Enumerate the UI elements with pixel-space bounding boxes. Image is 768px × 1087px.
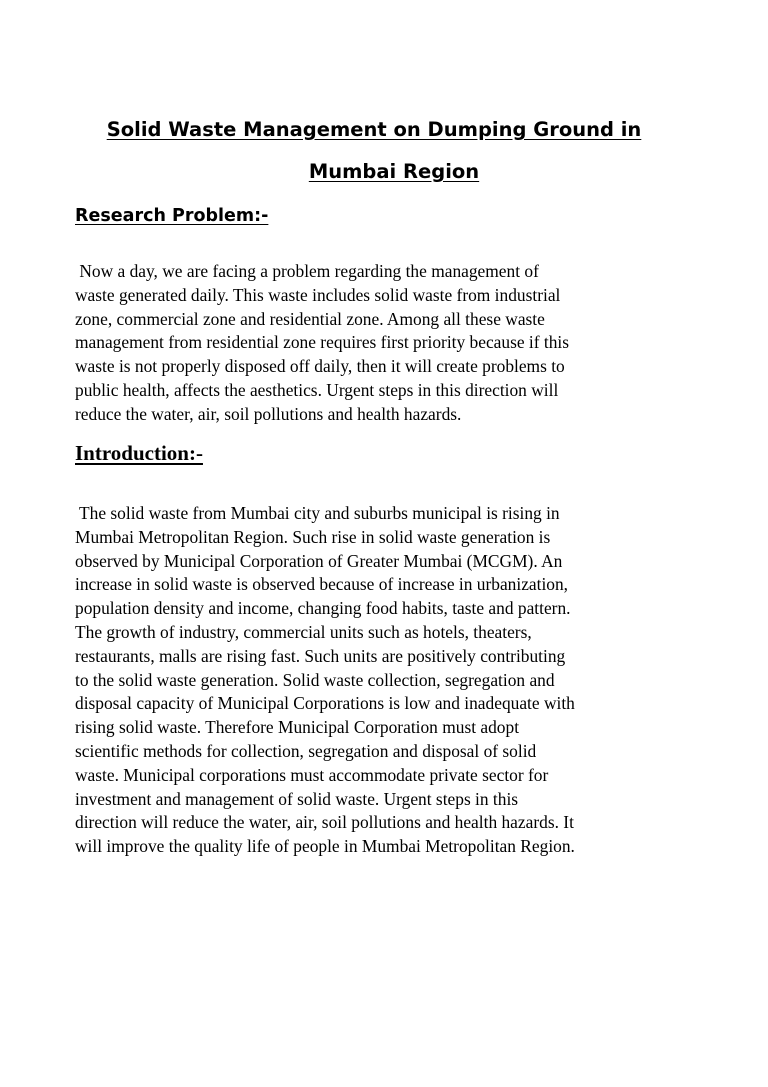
paragraph-line: investment and management of solid waste. Urgent steps in this [75, 788, 519, 809]
research-problem-heading: Research Problem:- [75, 206, 269, 226]
paragraph-line: Mumbai Metropolitan Region. Such rise in solid waste generation is [75, 526, 551, 547]
paragraph-line: scientific methods for collection, segregation and disposal of solid [75, 740, 537, 761]
paragraph-line: disposal capacity of Municipal Corporations is low and inadequate with [75, 693, 575, 714]
research-problem-paragraph [75, 260, 675, 427]
document-title-line-2: Mumbai Region [308, 160, 480, 183]
introduction-paragraph [75, 502, 675, 859]
paragraph-line: increase in solid waste is observed because of increase in urbanization, [75, 574, 569, 595]
paragraph-line: population density and income, changing food habits, taste and pattern. [75, 598, 571, 619]
paragraph-line: waste is not properly disposed off daily, then it will create problems to [75, 356, 565, 377]
paragraph-line: The solid waste from Mumbai city and suburbs municipal is rising in [75, 503, 560, 523]
paragraph-line: The growth of industry, commercial units such as hotels, theaters, [75, 621, 532, 642]
paragraph-line: restaurants, malls are rising fast. Such units are positively contributing [75, 645, 566, 666]
introduction-heading: Introduction:- [75, 441, 203, 465]
document-title-line-1: Solid Waste Management on Dumping Ground in [106, 118, 642, 141]
paragraph-line: reduce the water, air, soil pollutions and health hazards. [75, 403, 462, 424]
paragraph-line: Now a day, we are facing a problem regarding the management of [75, 261, 539, 281]
paragraph-line: waste generated daily. This waste includes solid waste from industrial [75, 284, 561, 305]
paragraph-line: management from residential zone requires first priority because if this [75, 332, 570, 353]
paragraph-line: will improve the quality life of people in Mumbai Metropolitan Region. [75, 836, 575, 857]
paragraph-line: zone, commercial zone and residential zone. Among all these waste [75, 308, 545, 329]
paragraph-line: waste. Municipal corporations must accommodate private sector for [75, 764, 549, 785]
paragraph-line: direction will reduce the water, air, soil pollutions and health hazards. It [75, 812, 574, 833]
paragraph-line: to the solid waste generation. Solid waste collection, segregation and [75, 669, 555, 690]
paragraph-line: observed by Municipal Corporation of Greater Mumbai (MCGM). An [75, 550, 563, 571]
paragraph-line: public health, affects the aesthetics. Urgent steps in this direction will [75, 379, 559, 400]
paragraph-line: rising solid waste. Therefore Municipal Corporation must adopt [75, 717, 520, 738]
